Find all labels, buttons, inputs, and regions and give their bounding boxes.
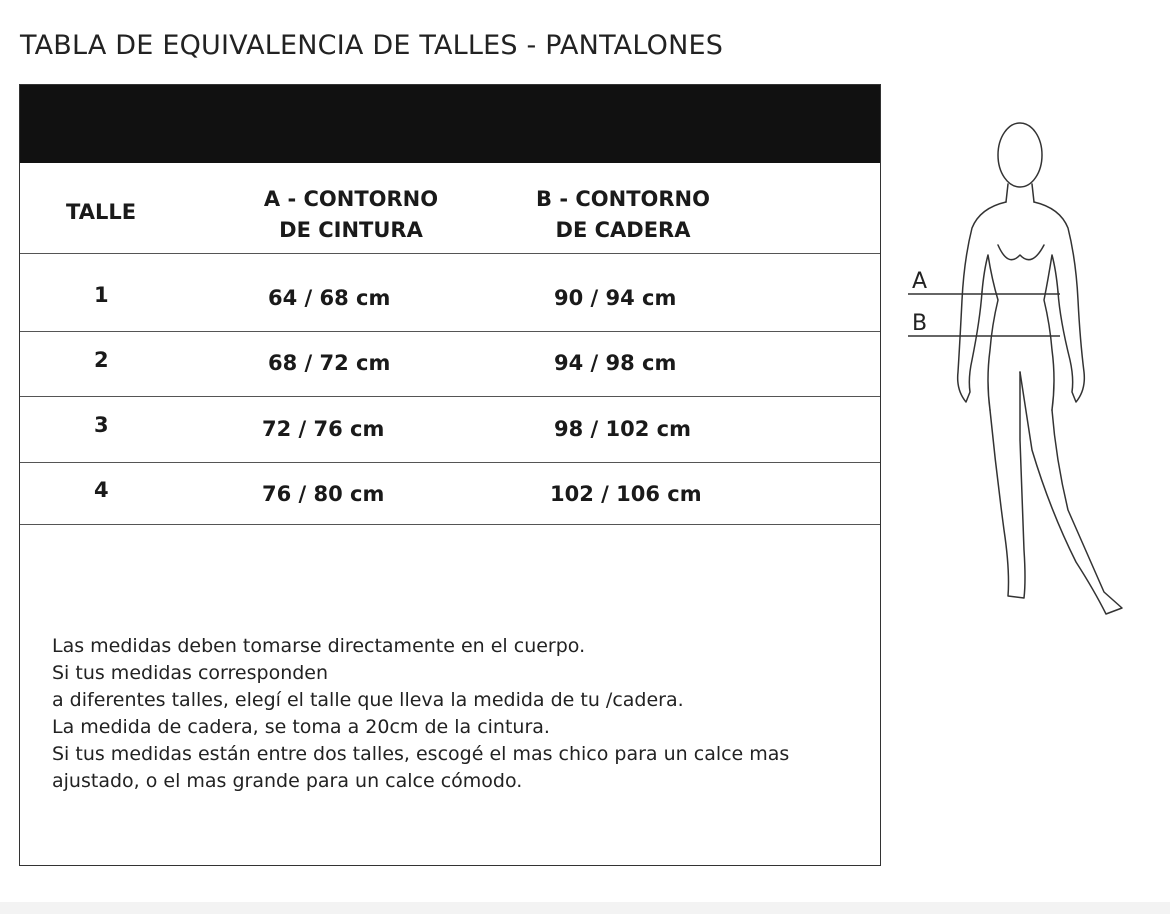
note-line: Si tus medidas corresponden xyxy=(52,662,329,684)
table-row-2-waist: 68 / 72 cm xyxy=(268,351,391,375)
row-divider xyxy=(20,253,880,254)
table-row-2-size: 2 xyxy=(94,348,109,372)
mannequin-right-side xyxy=(1034,202,1084,402)
hip-header-line1: B - CONTORNO xyxy=(536,187,710,211)
label-b: B xyxy=(912,311,928,336)
table-row-4-size: 4 xyxy=(94,478,109,502)
mannequin-head xyxy=(998,123,1042,187)
page-title: TABLA DE EQUIVALENCIA DE TALLES - PANTALONES xyxy=(20,30,724,61)
footer-strip xyxy=(0,902,1170,914)
table-row-3-hip: 98 / 102 cm xyxy=(554,417,691,441)
mannequin-left-side xyxy=(958,202,1006,402)
waist-header-line2: DE CINTURA xyxy=(279,218,423,242)
size-notes xyxy=(52,633,862,795)
table-row-3-size: 3 xyxy=(94,413,109,437)
table-header-band xyxy=(20,85,880,163)
row-divider xyxy=(20,331,880,332)
hip-header-line2: DE CADERA xyxy=(555,218,691,242)
hip-column-header xyxy=(528,184,718,246)
table-row-4-hip: 102 / 106 cm xyxy=(550,482,702,506)
table-row-2-hip: 94 / 98 cm xyxy=(554,351,677,375)
mannequin-left-leg xyxy=(990,372,1025,598)
mannequin-torso-right xyxy=(1044,255,1058,410)
table-row-1-waist: 64 / 68 cm xyxy=(268,286,391,310)
note-line: a diferentes talles, elegí el talle que lleva la medida de tu /cadera. xyxy=(52,689,684,711)
note-line: Las medidas deben tomarse directamente en el cuerpo. xyxy=(52,635,586,657)
size-table xyxy=(19,84,881,866)
table-row-4-waist: 76 / 80 cm xyxy=(262,482,385,506)
mannequin-bust xyxy=(998,245,1044,260)
size-column-header: TALLE xyxy=(66,200,137,224)
table-row-1-size: 1 xyxy=(94,283,109,307)
mannequin-torso-left xyxy=(982,255,998,410)
row-divider xyxy=(20,396,880,397)
table-row-1-hip: 90 / 94 cm xyxy=(554,286,677,310)
waist-column-header xyxy=(256,184,446,246)
label-a: A xyxy=(912,269,928,294)
note-line: ajustado, o el mas grande para un calce cómodo. xyxy=(52,770,523,792)
waist-header-line1: A - CONTORNO xyxy=(263,187,439,211)
row-divider xyxy=(20,462,880,463)
mannequin-right-leg xyxy=(1020,372,1122,614)
table-row-3-waist: 72 / 76 cm xyxy=(262,417,385,441)
body-measurement-figure xyxy=(900,110,1160,630)
blank-area xyxy=(20,525,880,555)
mannequin-illustration xyxy=(900,110,1160,630)
note-line: La medida de cadera, se toma a 20cm de la cintura. xyxy=(52,716,550,738)
note-line: Si tus medidas están entre dos talles, escogé el mas chico para un calce mas xyxy=(52,743,790,765)
